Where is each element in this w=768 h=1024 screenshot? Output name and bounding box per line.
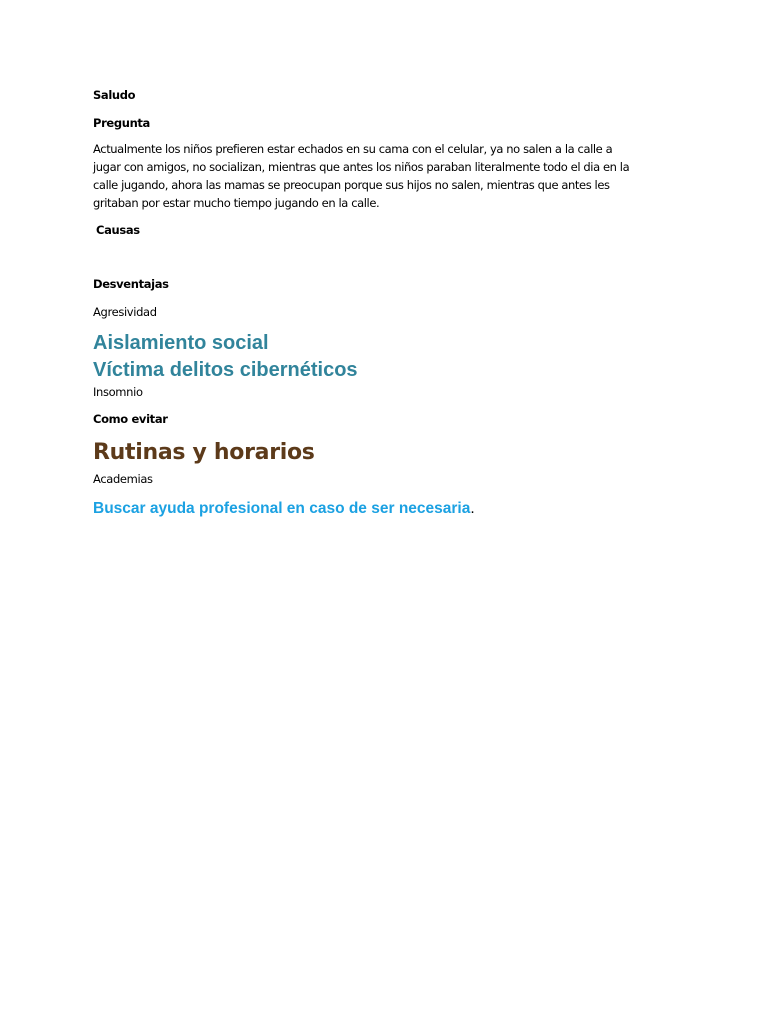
- item-rutinas-horarios: Rutinas y horarios: [93, 440, 315, 465]
- heading-como-evitar: Como evitar: [93, 412, 168, 426]
- paragraph-line: Actualmente los niños prefieren estar echados en su cama con el celular, ya no salen a la calle a: [93, 142, 613, 156]
- heading-desventajas: Desventajas: [93, 277, 169, 291]
- buscar-ayuda-period: .: [470, 500, 475, 517]
- heading-causas: Causas: [96, 223, 140, 237]
- paragraph-actualmente: [93, 140, 673, 212]
- item-academias: Academias: [93, 472, 153, 486]
- item-insomnio: Insomnio: [93, 385, 143, 399]
- paragraph-line: calle jugando, ahora las mamas se preocupan porque sus hijos no salen, mientras que antes les: [93, 178, 610, 192]
- paragraph-line: jugar con amigos, no socializan, mientras que antes los niños paraban literalmente todo el dia en la: [93, 160, 630, 174]
- item-agresividad: Agresividad: [93, 305, 157, 319]
- item-aislamiento-social: Aislamiento social: [93, 332, 269, 354]
- heading-saludo: Saludo: [93, 88, 136, 102]
- buscar-ayuda-text: Buscar ayuda profesional en caso de ser necesaria: [93, 500, 471, 517]
- heading-pregunta: Pregunta: [93, 116, 150, 130]
- item-victima-delitos: Víctima delitos cibernéticos: [93, 359, 358, 381]
- paragraph-line: gritaban por estar mucho tiempo jugando en la calle.: [93, 196, 380, 210]
- item-buscar-ayuda: [93, 498, 475, 520]
